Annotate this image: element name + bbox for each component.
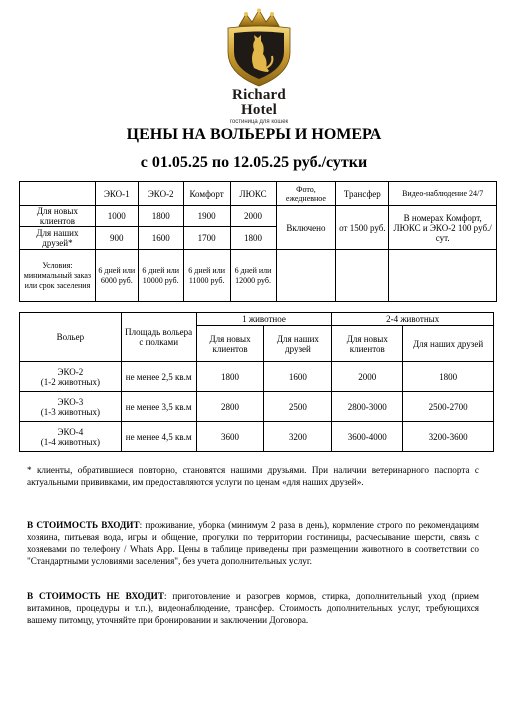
enclosure-name: ЭКО-4 bbox=[57, 426, 84, 437]
subheader-friends: Для наших друзей bbox=[403, 326, 494, 362]
col-header: Видео-наблюдение 24/7 bbox=[389, 182, 497, 206]
area-cell: не менее 4,5 кв.м bbox=[121, 422, 196, 452]
transfer-cell: от 1500 руб. bbox=[336, 206, 389, 250]
area-header: Площадь вольера с полками bbox=[121, 313, 196, 362]
subheader-friends: Для наших друзей bbox=[264, 326, 332, 362]
price-cell: 1800 bbox=[403, 362, 494, 392]
price-cell: 2800 bbox=[196, 392, 264, 422]
group-header-one-animal: 1 животное bbox=[196, 313, 332, 326]
price-cell: 2000 bbox=[230, 206, 276, 227]
conditions-row bbox=[20, 250, 497, 302]
price-cell: 3600 bbox=[196, 422, 264, 452]
photo-cell: Включено bbox=[276, 206, 336, 250]
table-header-row bbox=[20, 182, 497, 206]
friends-footnote: * клиенты, обратившиеся повторно, становятся нашими друзьями. При наличии ветеринарного паспорта с актуальными прививками, им предоставляются услуги по ценам «для наших друзей». bbox=[27, 465, 479, 487]
conditions-label: Условия: минимальный заказ или срок заселения bbox=[20, 250, 96, 302]
table-row bbox=[20, 206, 497, 227]
not-included-note bbox=[27, 590, 479, 626]
row-label: Для новых клиентов bbox=[20, 206, 96, 227]
included-note bbox=[27, 519, 479, 567]
group-header-two-four-animals: 2-4 животных bbox=[332, 313, 494, 326]
crown-shield-cat-icon bbox=[224, 8, 294, 88]
enclosure-name: ЭКО-3 bbox=[57, 396, 84, 407]
enclosures-table bbox=[19, 312, 494, 452]
subheader-new-clients: Для новых клиентов bbox=[332, 326, 403, 362]
area-cell: не менее 2,5 кв.м bbox=[121, 362, 196, 392]
row-label: Для наших друзей* bbox=[20, 227, 96, 250]
condition-cell: 6 дней или 10000 руб. bbox=[138, 250, 183, 302]
price-cell: 3200 bbox=[264, 422, 332, 452]
price-cell: 2000 bbox=[332, 362, 403, 392]
price-cell: 2500 bbox=[264, 392, 332, 422]
table-row bbox=[20, 392, 494, 422]
price-cell: 1800 bbox=[230, 227, 276, 250]
date-range-title: с 01.05.25 по 12.05.25 руб./сутки bbox=[140, 154, 368, 171]
enclosure-header: Вольер bbox=[20, 313, 122, 362]
enclosure-capacity: (1-3 животных) bbox=[40, 406, 100, 417]
empty-cell bbox=[276, 250, 336, 302]
enclosure-capacity: (1-4 животных) bbox=[40, 436, 100, 447]
area-cell: не менее 3,5 кв.м bbox=[121, 392, 196, 422]
empty-cell bbox=[389, 250, 497, 302]
col-header: Фото, ежедневное bbox=[276, 182, 336, 206]
price-cell: 1700 bbox=[183, 227, 230, 250]
price-cell: 2800-3000 bbox=[332, 392, 403, 422]
enclosure-capacity: (1-2 животных) bbox=[40, 376, 100, 387]
price-cell: 1900 bbox=[183, 206, 230, 227]
table-row bbox=[20, 362, 494, 392]
hotel-logo bbox=[214, 8, 304, 125]
not-included-text: : приготовление и разогрев кормов, стирка, дополнительный уход (прием витаминов, процедуры и т.п.), видеонаблюдение, трансфер. Стоимость дополнительных услуг, требующихся вашему питомцу, уточняйте при бронировании и заключении Договора. bbox=[27, 591, 479, 625]
table-row bbox=[20, 422, 494, 452]
page-title: ЦЕНЫ НА ВОЛЬЕРЫ И НОМЕРА bbox=[126, 126, 382, 143]
enclosure-name-cell bbox=[20, 392, 122, 422]
prices-table bbox=[19, 181, 497, 302]
group-header-row bbox=[20, 313, 494, 326]
included-text: : проживание, уборка (минимум 2 раза в день), кормление строго по рекомендациям хозяина, питьевая вода, игры и общение, прогулки по территории гостиницы, расчесывание шерсти, связь с хозяевами по телефону / Whats App. Цены в таблице приведены при размещении животного в соответствии со "Стандартными условиями заселения", без учета дополнительных услуг. bbox=[27, 520, 479, 566]
price-cell: 2500-2700 bbox=[403, 392, 494, 422]
price-cell: 1800 bbox=[138, 206, 183, 227]
included-label: В СТОИМОСТЬ ВХОДИТ bbox=[27, 520, 140, 530]
price-cell: 1800 bbox=[196, 362, 264, 392]
col-header: ЛЮКС bbox=[230, 182, 276, 206]
price-cell: 1600 bbox=[138, 227, 183, 250]
empty-cell bbox=[336, 250, 389, 302]
condition-cell: 6 дней или 6000 руб. bbox=[95, 250, 138, 302]
price-cell: 1600 bbox=[264, 362, 332, 392]
col-header: Комфорт bbox=[183, 182, 230, 206]
not-included-label: В СТОИМОСТЬ НЕ ВХОДИТ bbox=[27, 591, 164, 601]
video-cell: В номерах Комфорт, ЛЮКС и ЭКО-2 100 руб./сут. bbox=[389, 206, 497, 250]
empty-cell bbox=[20, 182, 96, 206]
price-cell: 1000 bbox=[95, 206, 138, 227]
subheader-new-clients: Для новых клиентов bbox=[196, 326, 264, 362]
logo-subtitle: гостиница для кошек bbox=[229, 119, 289, 125]
condition-cell: 6 дней или 11000 руб. bbox=[183, 250, 230, 302]
enclosure-name-cell bbox=[20, 422, 122, 452]
enclosure-name: ЭКО-2 bbox=[57, 366, 84, 377]
condition-cell: 6 дней или 12000 руб. bbox=[230, 250, 276, 302]
col-header: ЭКО-2 bbox=[138, 182, 183, 206]
price-cell: 900 bbox=[95, 227, 138, 250]
col-header: Трансфер bbox=[336, 182, 389, 206]
logo-name: Richard Hotel bbox=[232, 87, 286, 118]
enclosure-name-cell bbox=[20, 362, 122, 392]
price-cell: 3600-4000 bbox=[332, 422, 403, 452]
col-header: ЭКО-1 bbox=[95, 182, 138, 206]
price-cell: 3200-3600 bbox=[403, 422, 494, 452]
